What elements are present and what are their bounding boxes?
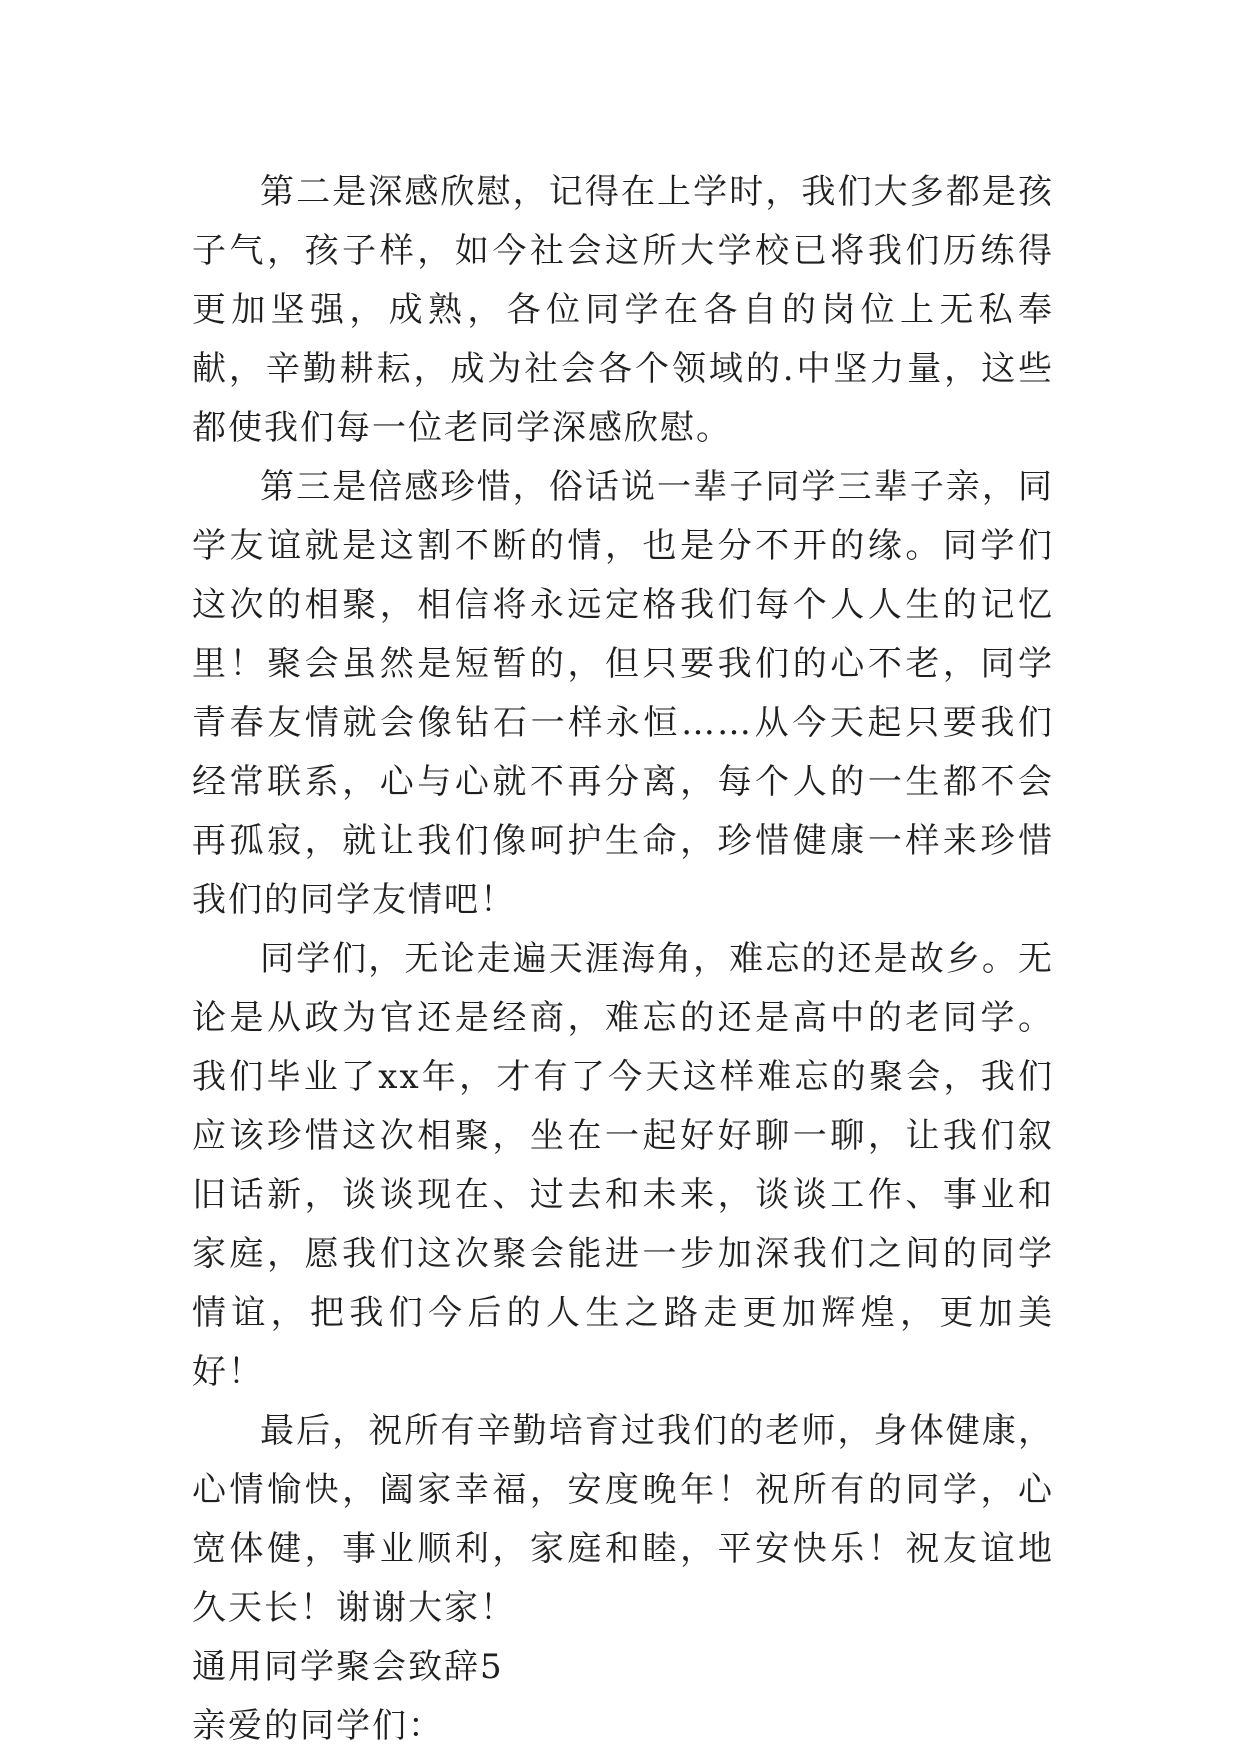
paragraph-1: 第二是深感欣慰，记得在上学时，我们大多都是孩子气，孩子样，如今社会这所大学校已将我们历练得更加坚强，成熟，各位同学在各自的岗位上无私奉献，辛勤耕耘，成为社会各个领域的.中坚力量，这些都使我们每一位老同学深感欣慰。 [192,172,1054,448]
section-title: 通用同学聚会致辞5 [192,1647,504,1687]
paragraph-2: 第三是倍感珍惜，俗话说一辈子同学三辈子亲，同学友谊就是这割不断的情，也是分不开的缘。同学们这次的相聚，相信将永远定格我们每个人人生的记忆里！聚会虽然是短暂的，但只要我们的心不老，同学青春友情就会像钻石一样永恒……从今天起只要我们经常联系，心与心就不再分离，每个人的一生都不会再孤寂，就让我们像呵护生命，珍惜健康一样来珍惜我们的同学友情吧！ [192,467,1054,920]
document-body [192,163,1054,1756]
salutation: 亲爱的同学们： [192,1706,444,1746]
paragraph-3: 同学们，无论走遍天涯海角，难忘的还是故乡。无论是从政为官还是经商，难忘的还是高中的老同学。我们毕业了xx年，才有了今天这样难忘的聚会，我们应该珍惜这次相聚，坐在一起好好聊一聊，让我们叙旧话新，谈谈现在、过去和未来，谈谈工作、事业和家庭，愿我们这次聚会能进一步加深我们之间的同学情谊，把我们今后的人生之路走更加辉煌，更加美好！ [192,939,1054,1392]
paragraph-4: 最后，祝所有辛勤培育过我们的老师，身体健康，心情愉快，阖家幸福，安度晚年！祝所有的同学，心宽体健，事业顺利，家庭和睦，平安快乐！祝友谊地久天长！谢谢大家！ [192,1411,1054,1628]
